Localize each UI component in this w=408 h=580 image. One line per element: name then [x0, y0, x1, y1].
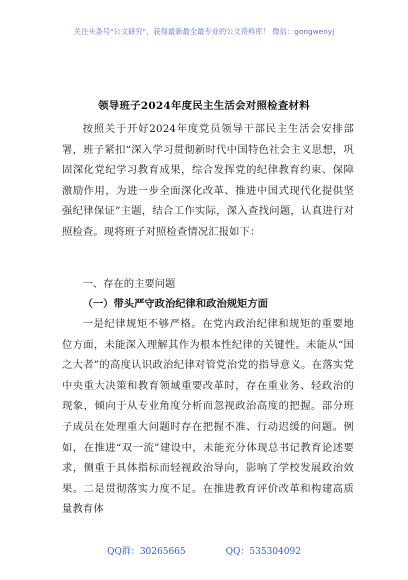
intro-block	[62, 119, 354, 243]
detail-block	[62, 314, 354, 520]
detail-paragraph: 一是纪律规矩不够严格。在党内政治纪律和规矩的重要地位方面，未能深入理解其作为根本性纪律的关键性。未能从“国之大者”的高度认识政治纪律对管党治党的指导意义。在落实党中央重大决策和教育领域重要改革时，存在重业务、轻政治的现象，倾向于从专业角度分析而忽视政治高度的把握。部分班子成员在处理重大问题时存在把握不准、行动迟缓的问题。例如，在推进“双一流”建设中，未能充分体现总书记教育论述要求，侧重于具体指标而轻视政治导向，影响了学校发展政治效果。二是贯彻落实力度不足。在推进教育评价改革和构建高质量教育体	[62, 318, 354, 516]
sub-heading: （一）带头严守政治纪律和政治规矩方面	[82, 298, 268, 310]
intro-paragraph: 按照关于开好2024年度党员领导干部民主生活会安排部署，班子紧扣“深入学习贯彻新时代中国特色社会主义思想，巩固深化党纪学习教育成果，综合发挥党的纪律教育约束、保障激励作用，为进一步全面深化改革、推进中国式现代化提供坚强纪律保证”主题，结合工作实际，深入查找问题，认真进行对照检查。现将班子对照检查情况汇报如下：	[62, 123, 354, 238]
qq-number: QQ：535304092	[225, 547, 301, 557]
document-title: 领导班子2024年度民主生活会对照检查材料	[98, 100, 310, 112]
header-banner: 关注头条号"公文研究"，获得最新最全最专业的公文资料库！ 微信：gongwenyj	[73, 27, 335, 36]
qq-group-number: QQ群：30265665	[107, 547, 186, 557]
footer-contact	[0, 544, 408, 557]
section-heading: 一、存在的主要问题	[82, 278, 176, 290]
